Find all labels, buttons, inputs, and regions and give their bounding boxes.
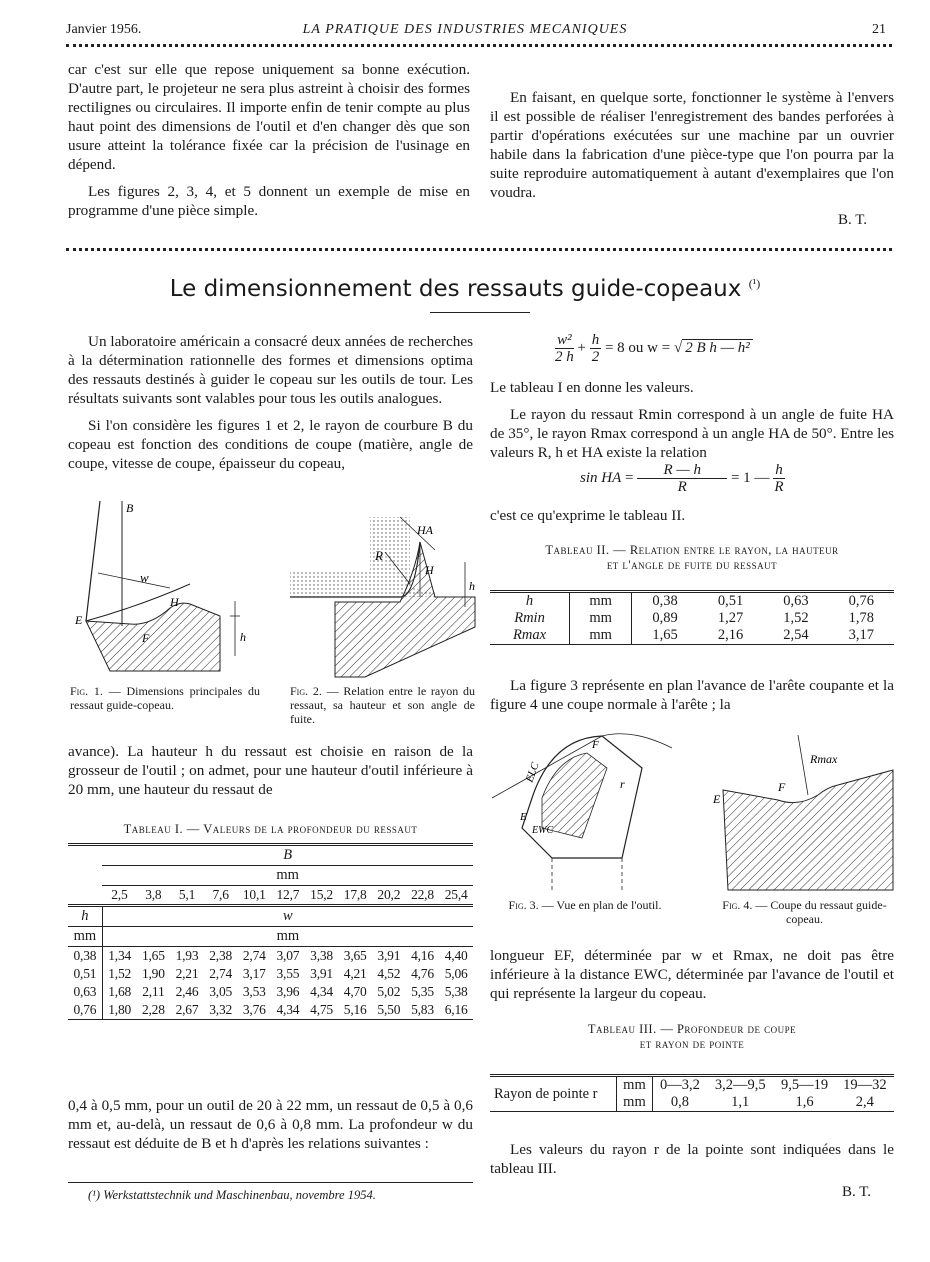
figure-2-caption-label: Fig. 2. <box>290 684 322 698</box>
right-paragraph-1: Le tableau I en donne les valeurs. <box>490 379 694 396</box>
table-1-b-value: 12,7 <box>276 887 300 902</box>
top-left-paragraph-2: Les figures 2, 3, 4, et 5 donnent un exemple de mise en programme d'une pièce simple. <box>68 183 470 219</box>
header-divider <box>66 44 892 47</box>
table-2-unit: mm <box>570 592 632 611</box>
table-3-depth: 3,2—9,5 <box>714 1077 766 1093</box>
continuation-column <box>68 742 473 807</box>
table-1-b-value: 17,8 <box>343 887 367 902</box>
table-1-cell: 5,35 <box>411 984 434 999</box>
table-1-b-value: 2,5 <box>111 887 128 902</box>
formula-equals-text: = 8 ou w = <box>604 339 671 356</box>
right-paragraph-3: c'est ce qu'exprime le tableau II. <box>490 507 686 524</box>
table-3-radius: 0,8 <box>670 1094 689 1110</box>
figure-2-drawing <box>285 512 485 682</box>
table-1-cell: 4,52 <box>377 966 401 981</box>
fig2-label-H: H <box>425 563 434 577</box>
formula-2h: 2 h <box>555 349 574 365</box>
table-3-title-line-2: et rayon de pointe <box>639 1037 745 1051</box>
table-1-cell: 2,46 <box>175 984 199 999</box>
table-row <box>490 592 894 611</box>
table-1-cell: 4,76 <box>411 966 434 981</box>
table-1-cell: 5,50 <box>377 1002 401 1017</box>
table-1-cell: 3,38 <box>310 948 333 963</box>
table-1-h-value: 0,63 <box>68 983 102 1001</box>
table-2-cell: 0,76 <box>848 593 874 609</box>
table-1-cell: 3,96 <box>276 984 300 999</box>
table-1-cell: 5,06 <box>444 966 468 981</box>
table-3-unit: mm <box>617 1076 653 1095</box>
intro-column <box>68 332 473 481</box>
table-2-cell: 1,65 <box>652 627 678 643</box>
top-right-paragraph: En faisant, en quelque sorte, fonctionner le système à l'envers il est possible de réaliser l'enregistrement des bandes perforées à partir d'opérations exécutées sur une machine par un ouvrier habile dans la fabrication d'une pièce-type que l'on pourra par la suite reproduire automatiquement à autant d'exemplaires que l'on voudra. <box>490 89 894 201</box>
table-row <box>490 1076 894 1095</box>
table-1-h-value: 0,38 <box>68 947 102 966</box>
fig4-label-E: E <box>713 792 721 806</box>
table-1-cell: 4,34 <box>310 984 333 999</box>
right-paragraph-5: longueur EF, déterminée par w et Rmax, ne doit pas être inférieure à la distance EWC, déterminée par l'avance de l'outil et qui représente la largeur du copeau. <box>490 947 894 1002</box>
table-1-cell: 1,80 <box>108 1002 132 1017</box>
table-1-cell: 3,53 <box>242 984 266 999</box>
figure-2-caption-text: — Relation entre le rayon du ressaut, sa hauteur et son angle de fuite. <box>290 684 475 726</box>
header-date: Janvier 1956. <box>66 22 142 37</box>
formula-one-minus: = 1 — <box>730 469 770 486</box>
right-column-2 <box>490 506 894 533</box>
right-paragraph-4: La figure 3 représente en plan l'avance de l'arête coupante et la figure 4 une coupe normale à l'arête ; la <box>490 677 894 713</box>
formula-w2: w² <box>555 332 574 349</box>
fig1-label-H: H <box>170 595 179 609</box>
table-3-depth: 9,5—19 <box>781 1077 829 1093</box>
table-2-title-line-1: Tableau II. — Relation entre le rayon, la hauteur <box>545 543 839 557</box>
header-page-number: 21 <box>872 22 886 37</box>
table-1-cell: 4,75 <box>310 1002 333 1017</box>
table-1-cell: 4,16 <box>411 948 434 963</box>
top-left-paragraph-1: car c'est sur elle que repose uniquement sa bonne exécution. D'autre part, le projeteur ne sera plus astreint à choisir des formes rectilignes ou circulaires. Il importe enfin de tenir compte au plus haut point des dimensions de l'outil et d'en changer dès que son usure atteint la tolérance fixée car la précision de l'usinage en dépend. <box>68 61 470 173</box>
top-signature: B. T. <box>838 212 868 228</box>
table-2-title <box>490 543 894 573</box>
formula-h: h <box>591 332 600 348</box>
table-1-cell: 2,38 <box>209 948 233 963</box>
table-1-cell: 1,65 <box>141 948 165 963</box>
table-3 <box>490 1074 894 1112</box>
table-1-b-value: 20,2 <box>377 887 401 902</box>
formula-r-minus-h: R — h <box>637 462 727 479</box>
table-row <box>490 610 894 627</box>
figure-4-caption <box>712 898 897 926</box>
table-2-cell: 1,52 <box>783 610 809 626</box>
table-1-corner <box>68 845 102 866</box>
table-1-h-value: 0,51 <box>68 965 102 983</box>
table-3-radius: 2,4 <box>855 1094 874 1110</box>
right-column-1 <box>490 378 894 470</box>
right-paragraph-2: Le rayon du ressaut Rmin correspond à un angle de fuite HA de 35°, le rayon Rmax correspond à un angle HA de 50°. Entre les valeurs R, h et HA existe la relation <box>490 406 894 461</box>
table-2-label: h <box>490 592 570 611</box>
table-1-cell: 1,52 <box>108 966 132 981</box>
fig3-label-E: E <box>520 811 527 823</box>
table-1-title: Tableau I. — Valeurs de la profondeur du ressaut <box>123 822 418 836</box>
right-paragraph-6: Les valeurs du rayon r de la pointe sont indiquées dans le tableau III. <box>490 1141 894 1177</box>
table-1-cell: 3,17 <box>242 966 266 981</box>
table-3-unit: mm <box>617 1094 653 1112</box>
after-table-1-paragraph: 0,4 à 0,5 mm, pour un outil de 20 à 22 mm, un ressaut de 0,5 à 0,6 mm et, au-delà, un ressaut de 0,6 à 0,8 mm. La profondeur w du ressaut est déduite de B et h d'après les relations suivantes : <box>68 1097 473 1152</box>
fig4-label-Rmax: Rmax <box>810 752 838 766</box>
table-2-cell: 0,63 <box>783 593 809 609</box>
table-1-h-unit: mm <box>68 927 102 947</box>
fig1-label-E: E <box>75 613 83 627</box>
formula-sin-ha: sin HA <box>580 469 622 486</box>
table-3-title <box>490 1022 894 1052</box>
top-right-column <box>490 88 894 210</box>
table-1-cell: 4,34 <box>276 1002 300 1017</box>
fig1-label-F: F <box>142 631 150 645</box>
fig2-label-HA: HA <box>417 523 433 537</box>
table-2-cell: 0,89 <box>652 610 678 626</box>
table-3-title-line-1: Tableau III. — Profondeur de coupe <box>587 1022 797 1036</box>
right-column-5 <box>490 1140 894 1186</box>
table-1-cell: 2,28 <box>141 1002 165 1017</box>
table-row <box>68 965 473 983</box>
table-1-h-value: 0,76 <box>68 1001 102 1020</box>
table-1-cell: 3,65 <box>343 948 367 963</box>
fig3-label-EWC: EWC <box>532 825 554 836</box>
table-1-cell: 2,67 <box>175 1002 199 1017</box>
table-row <box>68 947 473 966</box>
table-1-cell: 2,74 <box>209 966 233 981</box>
table-1-cell: 4,40 <box>444 948 468 963</box>
fig2-label-R: R <box>375 548 383 563</box>
table-2-unit: mm <box>570 627 632 645</box>
article-signature: B. T. <box>842 1184 872 1200</box>
table-1-b-unit: mm <box>102 866 473 886</box>
table-1-cell: 3,32 <box>209 1002 233 1017</box>
table-row <box>68 983 473 1001</box>
table-1-cell: 3,91 <box>310 966 333 981</box>
formula-2: 2 <box>591 349 600 365</box>
figure-3-drawing <box>492 728 682 893</box>
table-1-b-spacer <box>68 886 102 906</box>
fig3-label-r: r <box>620 777 625 791</box>
fig1-label-B: B <box>126 501 134 515</box>
table-3-radius: 1,1 <box>731 1094 750 1110</box>
figure-1-caption-text: — Dimensions principales du ressaut guide-copeau. <box>70 684 261 712</box>
table-row <box>490 627 894 645</box>
formula-sin <box>580 462 785 495</box>
table-1-b-value: 22,8 <box>411 887 434 902</box>
fig3-label-ELC: ELC <box>523 760 542 785</box>
fig4-label-F: F <box>778 780 786 794</box>
continuation-paragraph: avance). La hauteur h du ressaut est choisie en raison de la grosseur de l'outil ; on admet, pour une hauteur d'outil inférieure à 20 mm, une hauteur du ressaut de <box>68 743 473 798</box>
table-2-title-line-2: et l'angle de fuite du ressaut <box>606 558 778 572</box>
table-1 <box>68 843 473 1020</box>
formula-sqrt-body: 2 B h — h² <box>682 339 753 356</box>
top-left-column <box>68 60 470 228</box>
article-title-text: Le dimensionnement des ressauts guide-copeaux <box>169 276 742 302</box>
footnote-rule <box>68 1182 473 1183</box>
table-1-cell: 3,76 <box>242 1002 266 1017</box>
table-1-cell: 3,05 <box>209 984 233 999</box>
formula-w: $\frac{\text{w²}}{2 h}$ + $\frac{h}{2}$ = 8 ou w = √ 2 B h — h² <box>555 332 753 365</box>
figure-1-drawing <box>70 496 270 681</box>
table-1-cell: 1,34 <box>108 948 132 963</box>
fig1-label-h: h <box>240 630 246 644</box>
table-1-cell: 5,02 <box>377 984 401 999</box>
footnote: (¹) Werkstattstechnik und Maschinenbau, novembre 1954. <box>88 1188 376 1202</box>
table-2-cell: 2,16 <box>717 627 744 643</box>
table-1-cell: 2,11 <box>142 984 165 999</box>
table-1-b-value: 10,1 <box>242 887 266 902</box>
figure-4-caption-label: Fig. 4. <box>722 898 753 912</box>
fig2-label-h: h <box>469 579 475 593</box>
figure-3-caption-text: — Vue en plan de l'outil. <box>541 898 662 912</box>
table-1-cell: 3,07 <box>276 948 300 963</box>
table-1-h-label: h <box>68 906 102 927</box>
table-1-b-header: B <box>102 845 473 866</box>
article-title <box>0 276 930 302</box>
table-1-cell: 3,91 <box>377 948 401 963</box>
table-3-depth: 0—3,2 <box>659 1077 700 1093</box>
formula-h-numerator: h <box>775 462 783 478</box>
figure-3-caption-label: Fig. 3. <box>508 898 539 912</box>
table-1-cell: 1,68 <box>108 984 132 999</box>
table-1-cell: 5,38 <box>444 984 468 999</box>
table-1-cell: 5,16 <box>343 1002 367 1017</box>
table-1-w-unit: mm <box>102 927 473 947</box>
table-1-w-label: w <box>102 906 473 927</box>
article-title-footnote-mark: (¹) <box>748 276 761 291</box>
figure-4-caption-text: — Coupe du ressaut guide-copeau. <box>755 898 887 926</box>
fig1-label-w: w <box>140 570 149 585</box>
table-1-cell: 4,70 <box>343 984 367 999</box>
table-1-b-value: 3,8 <box>145 887 162 902</box>
table-2-cell: 0,51 <box>717 593 744 609</box>
table-1-b-value: 25,4 <box>444 887 468 902</box>
table-2-cell: 1,78 <box>848 610 874 626</box>
table-2-cell: 2,54 <box>783 627 809 643</box>
table-1-cell: 2,21 <box>175 966 199 981</box>
table-2-cell: 0,38 <box>652 593 678 609</box>
figure-2-caption <box>290 684 475 726</box>
table-3-depth: 19—32 <box>843 1077 887 1093</box>
table-1-cell: 1,90 <box>141 966 165 981</box>
figure-3-caption <box>505 898 665 912</box>
after-table-1-column <box>68 1096 473 1161</box>
table-2-unit: mm <box>570 610 632 627</box>
table-1-cell: 6,16 <box>444 1002 468 1017</box>
table-3-radius: 1,6 <box>795 1094 814 1110</box>
figure-1-caption <box>70 684 260 712</box>
header-journal: LA PRATIQUE DES INDUSTRIES MECANIQUES <box>302 22 628 37</box>
section-divider <box>66 248 892 251</box>
table-2-label: Rmin <box>490 610 570 627</box>
intro-paragraph-2: Si l'on considère les figures 1 et 2, le rayon de courbure B du copeau est fonction des conditions de coupe (matière, angle de coupe, vitesse de coupe, épaisseur du copeau, <box>68 417 473 472</box>
title-underline <box>430 312 530 313</box>
intro-paragraph-1: Un laboratoire américain a consacré deux années de recherches à la détermination rationnelle des formes et dimensions optima des ressauts destinés à guider le copeau sur les outils de tour. Les résultats suivants sont valables pour tous les outils analogues. <box>68 333 473 407</box>
right-column-4 <box>490 946 894 1011</box>
formula-r-denominator-2: R <box>774 479 784 495</box>
table-1-cell: 2,74 <box>242 948 266 963</box>
table-1-cell: 4,21 <box>343 966 367 981</box>
table-1-b-value: 5,1 <box>178 887 196 902</box>
table-1-cell: 1,93 <box>175 948 199 963</box>
table-1-b-value: 7,6 <box>212 887 229 902</box>
table-row <box>68 1001 473 1020</box>
table-2-cell: 1,27 <box>717 610 744 626</box>
fig3-label-F: F <box>592 739 599 751</box>
table-1-cell: 5,83 <box>411 1002 434 1017</box>
figure-4-drawing <box>708 735 898 895</box>
table-2-label: Rmax <box>490 627 570 645</box>
formula-r-denominator: R <box>677 479 687 495</box>
table-3-label: Rayon de pointe r <box>490 1076 617 1112</box>
right-column-3 <box>490 676 894 722</box>
table-2 <box>490 590 894 645</box>
table-1-cell: 3,55 <box>276 966 300 981</box>
formula-eq: = <box>625 469 634 486</box>
table-1-b-value: 15,2 <box>310 887 333 902</box>
figure-1-caption-label: Fig. 1. <box>70 684 103 698</box>
table-2-cell: 3,17 <box>848 627 874 643</box>
